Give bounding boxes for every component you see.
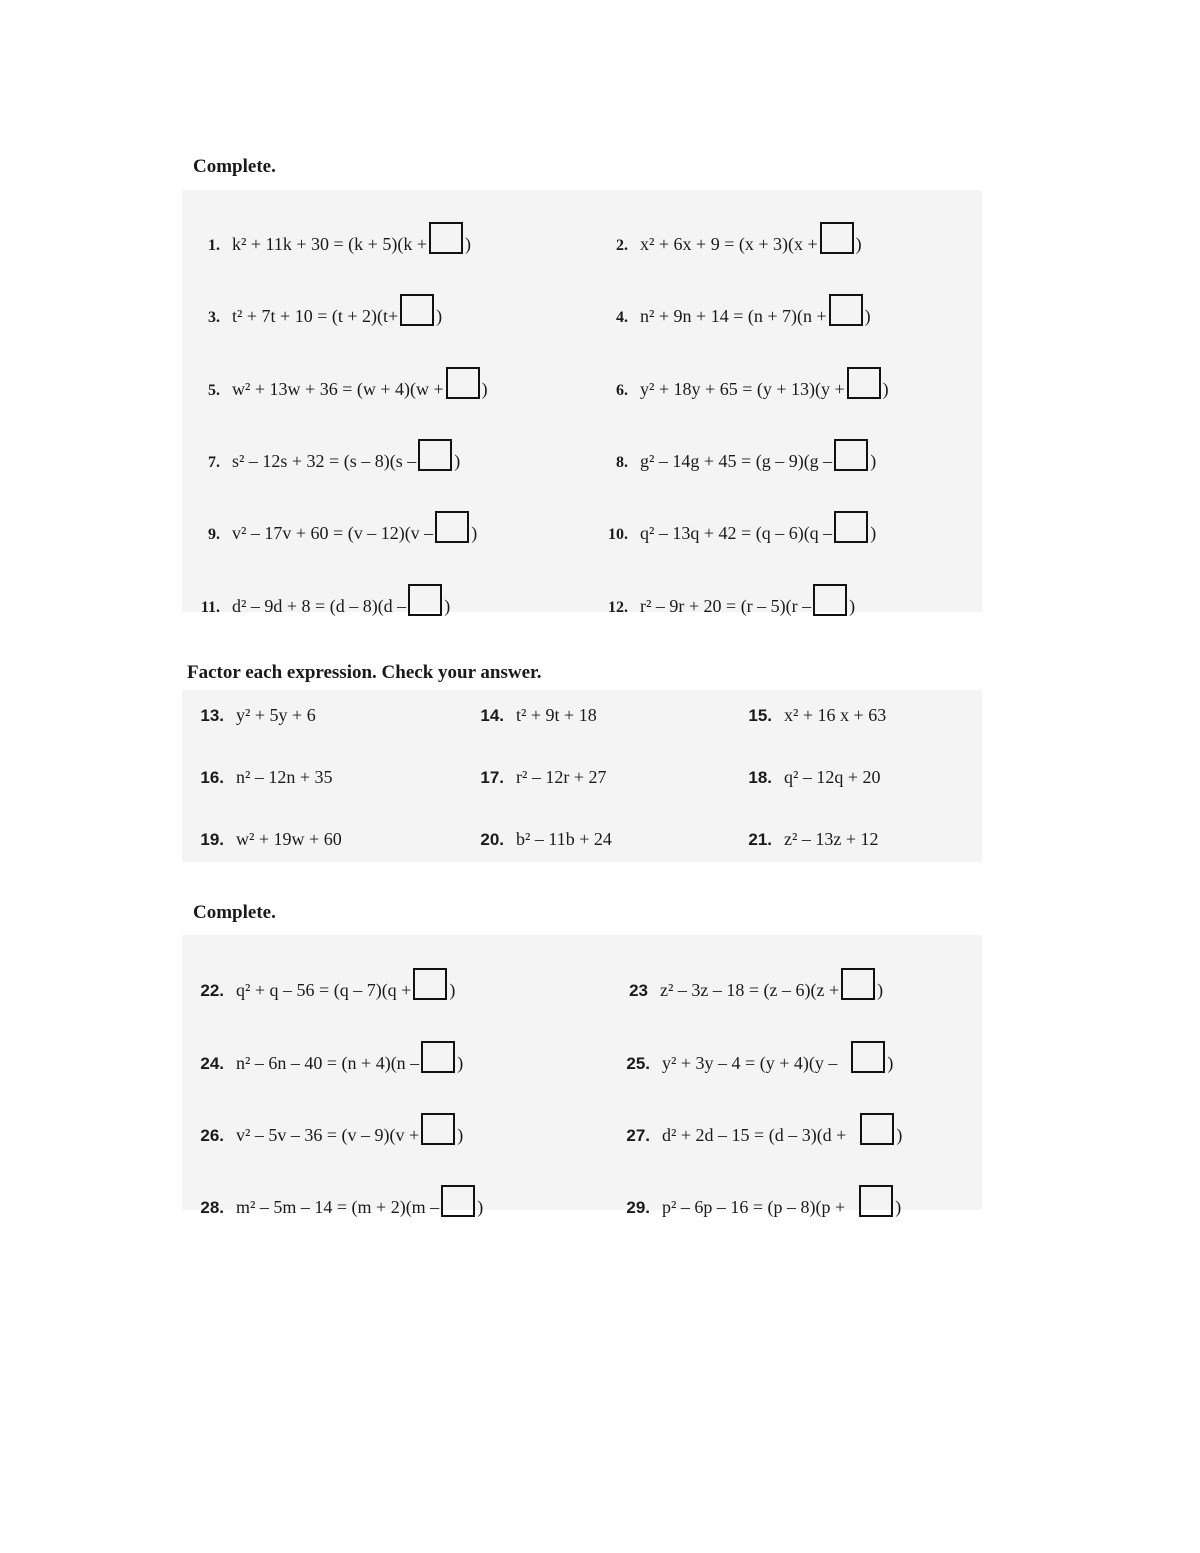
section-heading-factor: Factor each expression. Check your answer. (187, 662, 542, 683)
problem-number: 21. (748, 830, 772, 849)
problem-21 (742, 829, 879, 850)
answer-box[interactable] (834, 511, 868, 543)
problem-number: 15. (748, 706, 772, 725)
section-heading-complete-1: Complete. (193, 156, 276, 177)
problem-9 (190, 507, 477, 544)
closing-paren: ) (449, 980, 456, 1000)
problem-number: 6. (616, 382, 628, 399)
problem-number: 10. (608, 526, 628, 543)
closing-paren: ) (454, 451, 461, 471)
closing-paren: ) (464, 234, 471, 254)
closing-paren: ) (877, 980, 884, 1000)
problem-26 (194, 1109, 463, 1146)
problem-23 (620, 964, 883, 1001)
problem-24 (194, 1037, 463, 1074)
problem-number: 23 (629, 981, 648, 1000)
problem-number: 28. (200, 1198, 224, 1217)
closing-paren: ) (864, 306, 871, 326)
problem-6 (598, 363, 889, 400)
closing-paren: ) (849, 596, 856, 616)
problem-expression: t² + 9t + 18 (516, 705, 597, 725)
problem-10 (598, 507, 876, 544)
problem-15 (742, 705, 886, 726)
answer-box[interactable] (421, 1113, 455, 1145)
problem-29 (620, 1181, 901, 1218)
problem-16 (194, 767, 333, 788)
problem-27 (620, 1109, 902, 1146)
answer-box[interactable] (441, 1185, 475, 1217)
closing-paren: ) (896, 1125, 903, 1145)
closing-paren: ) (481, 379, 488, 399)
problem-number: 1. (208, 237, 220, 254)
problem-number: 25. (626, 1054, 650, 1073)
problem-expression: s² – 12s + 32 = (s – 8)(s – (232, 451, 417, 471)
problem-expression: d² + 2d – 15 = (d – 3)(d + (662, 1125, 847, 1145)
problem-25 (620, 1037, 893, 1074)
problem-expression: b² – 11b + 24 (516, 829, 612, 849)
problem-number: 24. (200, 1054, 224, 1073)
problem-number: 27. (626, 1126, 650, 1145)
problem-1 (190, 218, 471, 255)
closing-paren: ) (870, 451, 877, 471)
problem-number: 18. (748, 768, 772, 787)
problem-18 (742, 767, 881, 788)
problem-12 (598, 580, 855, 617)
problem-expression: d² – 9d + 8 = (d – 8)(d – (232, 596, 407, 616)
problem-number: 5. (208, 382, 220, 399)
problem-expression: w² + 19w + 60 (236, 829, 342, 849)
problem-5 (190, 363, 488, 400)
closing-paren: ) (855, 234, 862, 254)
answer-box[interactable] (418, 439, 452, 471)
problem-expression: v² – 17v + 60 = (v – 12)(v – (232, 523, 434, 543)
problem-number: 9. (208, 526, 220, 543)
problem-number: 7. (208, 454, 220, 471)
closing-paren: ) (436, 306, 443, 326)
problem-number: 29. (626, 1198, 650, 1217)
closing-paren: ) (870, 523, 877, 543)
closing-paren: ) (882, 379, 889, 399)
problem-expression: q² + q – 56 = (q – 7)(q + (236, 980, 412, 1000)
answer-box[interactable] (847, 367, 881, 399)
problem-expression: z² – 13z + 12 (784, 829, 879, 849)
problem-expression: r² – 12r + 27 (516, 767, 607, 787)
problem-number: 14. (480, 706, 504, 725)
problem-expression: w² + 13w + 36 = (w + 4)(w + (232, 379, 444, 399)
closing-paren: ) (444, 596, 451, 616)
problem-expression: y² + 18y + 65 = (y + 13)(y + (640, 379, 845, 399)
problem-number: 3. (208, 309, 220, 326)
problem-11 (190, 580, 450, 617)
answer-box[interactable] (834, 439, 868, 471)
answer-box[interactable] (829, 294, 863, 326)
problem-expression: r² – 9r + 20 = (r – 5)(r – (640, 596, 812, 616)
answer-box[interactable] (413, 968, 447, 1000)
answer-box[interactable] (421, 1041, 455, 1073)
problem-22 (194, 964, 455, 1001)
problem-20 (474, 829, 612, 850)
closing-paren: ) (887, 1053, 894, 1073)
problem-13 (194, 705, 316, 726)
problem-expression: t² + 7t + 10 = (t + 2)(t+ (232, 306, 399, 326)
answer-box[interactable] (841, 968, 875, 1000)
problem-number: 19. (200, 830, 224, 849)
answer-box[interactable] (408, 584, 442, 616)
problem-number: 11. (200, 599, 220, 616)
answer-box[interactable] (813, 584, 847, 616)
problem-number: 26. (200, 1126, 224, 1145)
problem-17 (474, 767, 607, 788)
closing-paren: ) (471, 523, 478, 543)
answer-box[interactable] (860, 1113, 894, 1145)
problem-28 (194, 1181, 483, 1218)
problem-expression: y² + 3y – 4 = (y + 4)(y – (662, 1053, 838, 1073)
problem-number: 12. (608, 599, 628, 616)
answer-box[interactable] (820, 222, 854, 254)
problem-4 (598, 290, 871, 327)
problem-expression: k² + 11k + 30 = (k + 5)(k + (232, 234, 427, 254)
problem-expression: v² – 5v – 36 = (v – 9)(v + (236, 1125, 420, 1145)
problem-2 (598, 218, 862, 255)
problem-3 (190, 290, 442, 327)
answer-box[interactable] (429, 222, 463, 254)
problem-7 (190, 435, 460, 472)
answer-box[interactable] (851, 1041, 885, 1073)
closing-paren: ) (895, 1197, 902, 1217)
problem-expression: x² + 6x + 9 = (x + 3)(x + (640, 234, 818, 254)
problem-expression: n² – 6n – 40 = (n + 4)(n – (236, 1053, 420, 1073)
problem-14 (474, 705, 597, 726)
problem-expression: z² – 3z – 18 = (z – 6)(z + (660, 980, 840, 1000)
answer-box[interactable] (859, 1185, 893, 1217)
problem-8 (598, 435, 876, 472)
problem-number: 22. (200, 981, 224, 1000)
section-heading-complete-2: Complete. (193, 902, 276, 923)
problem-expression: g² – 14g + 45 = (g – 9)(g – (640, 451, 833, 471)
problem-expression: m² – 5m – 14 = (m + 2)(m – (236, 1197, 440, 1217)
problem-expression: x² + 16 x + 63 (784, 705, 887, 725)
problem-number: 17. (480, 768, 504, 787)
problem-number: 2. (616, 237, 628, 254)
problem-expression: y² + 5y + 6 (236, 705, 316, 725)
closing-paren: ) (457, 1125, 464, 1145)
closing-paren: ) (457, 1053, 464, 1073)
problem-number: 20. (480, 830, 504, 849)
answer-box[interactable] (400, 294, 434, 326)
problem-expression: n² – 12n + 35 (236, 767, 333, 787)
problem-number: 4. (616, 309, 628, 326)
problem-expression: q² – 13q + 42 = (q – 6)(q – (640, 523, 833, 543)
answer-box[interactable] (446, 367, 480, 399)
problem-number: 13. (200, 706, 224, 725)
closing-paren: ) (477, 1197, 484, 1217)
answer-box[interactable] (435, 511, 469, 543)
problem-expression: q² – 12q + 20 (784, 767, 881, 787)
problem-19 (194, 829, 342, 850)
problem-expression: n² + 9n + 14 = (n + 7)(n + (640, 306, 827, 326)
problem-expression: p² – 6p – 16 = (p – 8)(p + (662, 1197, 846, 1217)
problem-number: 16. (200, 768, 224, 787)
problem-number: 8. (616, 454, 628, 471)
